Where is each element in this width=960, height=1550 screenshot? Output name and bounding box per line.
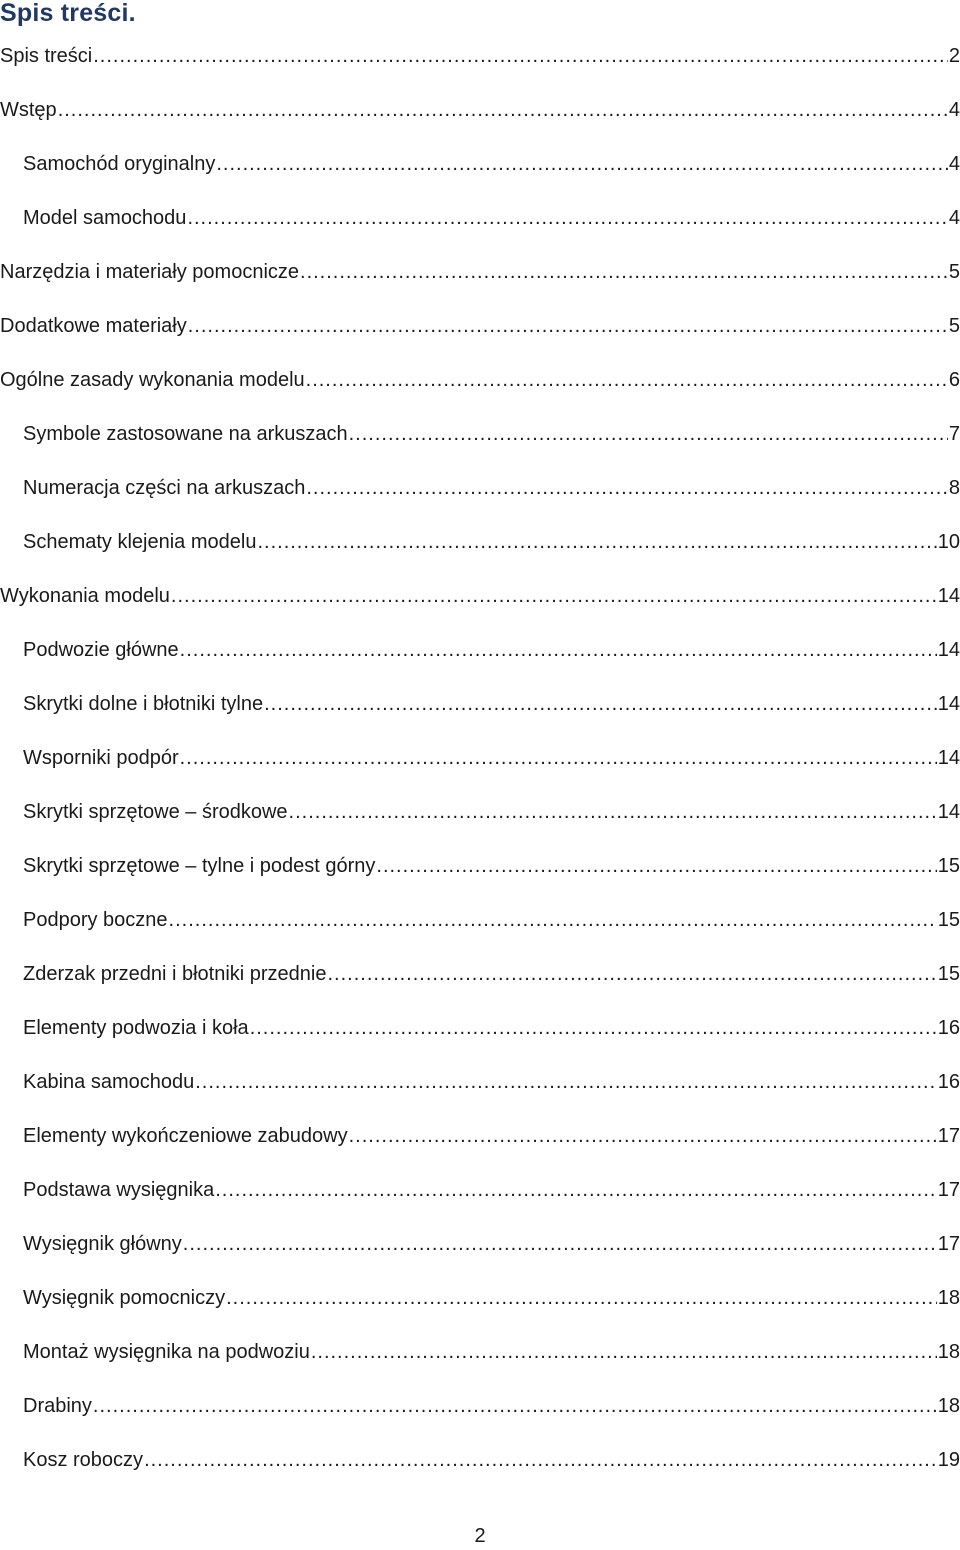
toc-entry-page: 16 (937, 1017, 960, 1039)
toc-entry-page: 14 (937, 639, 960, 661)
toc-dot-leader (93, 29, 948, 83)
toc-list (0, 29, 960, 1487)
toc-entry-page: 19 (937, 1449, 960, 1471)
toc-entry-label: Numeracja części na arkuszach (23, 477, 306, 499)
toc-entry[interactable] (0, 407, 960, 461)
toc-entry-page: 17 (937, 1233, 960, 1255)
toc-dot-leader (144, 1433, 937, 1487)
toc-entry[interactable] (0, 353, 960, 407)
toc-dot-leader (328, 947, 937, 1001)
toc-entry-label: Dodatkowe materiały (0, 315, 187, 337)
toc-entry-page: 14 (937, 585, 960, 607)
toc-dot-leader (215, 1163, 937, 1217)
toc-entry-page: 18 (937, 1287, 960, 1309)
toc-dot-leader (250, 1001, 937, 1055)
toc-entry-label: Zderzak przedni i błotniki przednie (23, 963, 327, 985)
toc-dot-leader (349, 407, 948, 461)
toc-entry-label: Skrytki sprzętowe – tylne i podest górny (23, 855, 376, 877)
toc-entry[interactable] (0, 461, 960, 515)
toc-dot-leader (180, 623, 937, 677)
toc-entry[interactable] (0, 1217, 960, 1271)
toc-entry-label: Elementy podwozia i koła (23, 1017, 249, 1039)
toc-entry-page: 16 (937, 1071, 960, 1093)
toc-entry-page: 15 (937, 909, 960, 931)
toc-dot-leader (306, 461, 948, 515)
toc-dot-leader (169, 893, 937, 947)
toc-entry-label: Wysięgnik pomocniczy (23, 1287, 226, 1309)
toc-entry-label: Kosz roboczy (23, 1449, 144, 1471)
toc-entry-label: Podwozie główne (23, 639, 179, 661)
toc-dot-leader (289, 785, 937, 839)
toc-entry[interactable] (0, 137, 960, 191)
toc-entry-label: Elementy wykończeniowe zabudowy (23, 1125, 348, 1147)
toc-dot-leader (311, 1325, 937, 1379)
toc-dot-leader (180, 731, 937, 785)
toc-dot-leader (306, 353, 948, 407)
toc-entry-label: Montaż wysięgnika na podwoziu (23, 1341, 310, 1363)
toc-entry-page: 5 (948, 261, 960, 283)
toc-entry[interactable] (0, 731, 960, 785)
toc-entry[interactable] (0, 1433, 960, 1487)
toc-dot-leader (264, 677, 937, 731)
toc-entry-page: 5 (948, 315, 960, 337)
toc-entry[interactable] (0, 83, 960, 137)
toc-dot-leader (300, 245, 948, 299)
toc-entry[interactable] (0, 947, 960, 1001)
toc-entry-page: 17 (937, 1125, 960, 1147)
toc-entry[interactable] (0, 29, 960, 83)
toc-entry-page: 14 (937, 801, 960, 823)
toc-entry[interactable] (0, 1325, 960, 1379)
toc-entry[interactable] (0, 1271, 960, 1325)
toc-entry-label: Podstawa wysięgnika (23, 1179, 215, 1201)
toc-entry-label: Wstęp (0, 99, 57, 121)
toc-entry-page: 10 (937, 531, 960, 553)
toc-entry-label: Skrytki sprzętowe – środkowe (23, 801, 288, 823)
toc-entry-label: Wsporniki podpór (23, 747, 179, 769)
toc-entry-label: Model samochodu (23, 207, 187, 229)
toc-entry-page: 14 (937, 747, 960, 769)
toc-entry[interactable] (0, 569, 960, 623)
page-number: 2 (474, 1525, 486, 1547)
toc-entry[interactable] (0, 515, 960, 569)
toc-dot-leader (171, 569, 937, 623)
toc-entry-label: Narzędzia i materiały pomocnicze (0, 261, 300, 283)
toc-entry[interactable] (0, 893, 960, 947)
toc-entry-page: 2 (948, 45, 960, 67)
toc-entry-page: 8 (948, 477, 960, 499)
toc-entry-label: Wykonania modelu (0, 585, 170, 607)
toc-entry-label: Kabina samochodu (23, 1071, 195, 1093)
toc-entry-label: Skrytki dolne i błotniki tylne (23, 693, 264, 715)
toc-entry-page: 18 (937, 1341, 960, 1363)
toc-entry-page: 15 (937, 855, 960, 877)
toc-entry-label: Drabiny (23, 1395, 92, 1417)
toc-entry[interactable] (0, 1109, 960, 1163)
toc-dot-leader (216, 137, 948, 191)
toc-entry-page: 4 (948, 153, 960, 175)
toc-dot-leader (188, 299, 948, 353)
toc-entry[interactable] (0, 245, 960, 299)
toc-dot-leader (257, 515, 936, 569)
toc-entry-page: 18 (937, 1395, 960, 1417)
toc-entry-label: Spis treści (0, 45, 93, 67)
toc-entry-label: Wysięgnik główny (23, 1233, 182, 1255)
toc-entry[interactable] (0, 677, 960, 731)
toc-entry[interactable] (0, 191, 960, 245)
toc-entry[interactable] (0, 839, 960, 893)
toc-entry-page: 14 (937, 693, 960, 715)
toc-entry-label: Ogólne zasady wykonania modelu (0, 369, 305, 391)
toc-entry[interactable] (0, 1001, 960, 1055)
toc-dot-leader (93, 1379, 937, 1433)
toc-entry-label: Schematy klejenia modelu (23, 531, 257, 553)
toc-entry-label: Podpory boczne (23, 909, 168, 931)
toc-dot-leader (187, 191, 947, 245)
toc-entry-page: 15 (937, 963, 960, 985)
toc-entry-page: 4 (948, 99, 960, 121)
toc-dot-leader (226, 1271, 937, 1325)
toc-entry-page: 17 (937, 1179, 960, 1201)
toc-entry[interactable] (0, 299, 960, 353)
toc-entry-page: 4 (948, 207, 960, 229)
toc-dot-leader (349, 1109, 937, 1163)
toc-entry[interactable] (0, 785, 960, 839)
toc-entry-page: 7 (948, 423, 960, 445)
toc-entry-label: Samochód oryginalny (23, 153, 216, 175)
toc-entry[interactable] (0, 1055, 960, 1109)
toc-dot-leader (195, 1055, 937, 1109)
toc-entry-label: Symbole zastosowane na arkuszach (23, 423, 348, 445)
toc-dot-leader (58, 83, 948, 137)
toc-entry[interactable] (0, 623, 960, 677)
toc-dot-leader (376, 839, 936, 893)
toc-title: Spis treści. (0, 0, 136, 27)
toc-dot-leader (183, 1217, 937, 1271)
toc-entry[interactable] (0, 1163, 960, 1217)
toc-entry-page: 6 (948, 369, 960, 391)
toc-entry[interactable] (0, 1379, 960, 1433)
